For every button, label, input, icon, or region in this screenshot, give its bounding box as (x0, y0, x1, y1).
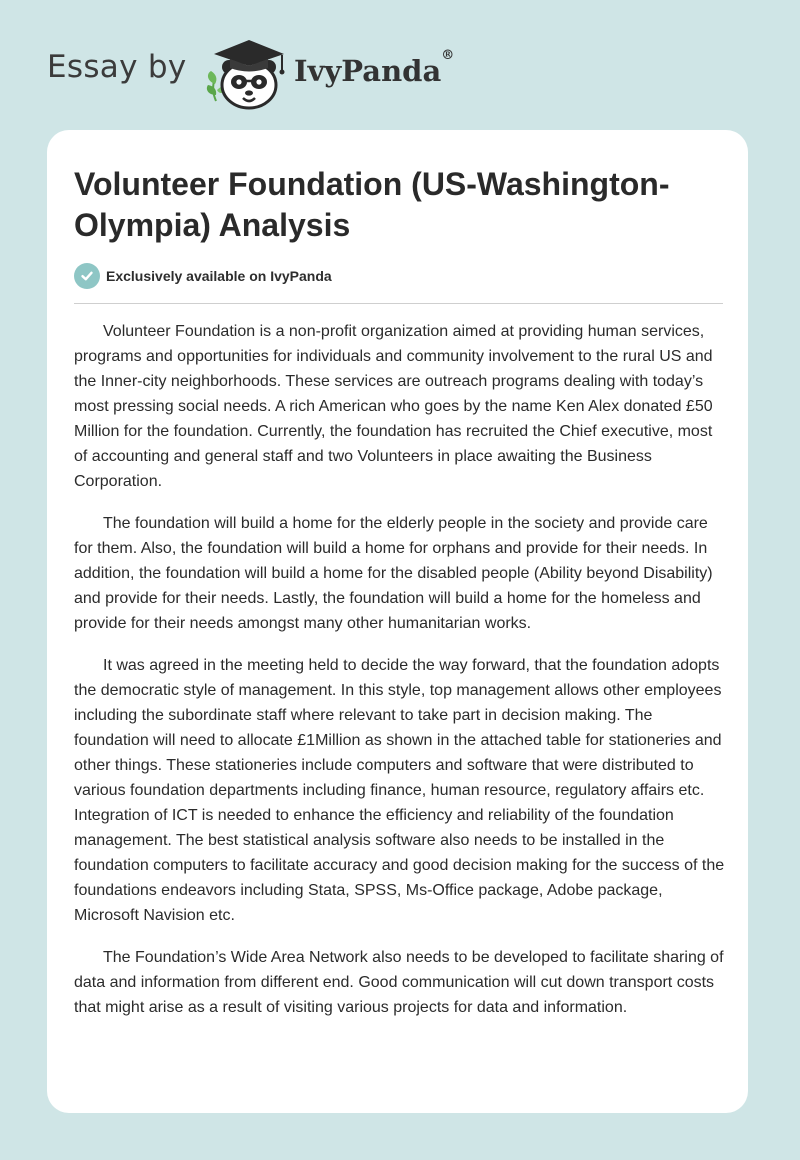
site-header (47, 34, 547, 114)
paragraph: The foundation will build a home for the elderly people in the society and provide care for them. Also, the foundation will build a home for orphans and provide for their needs. In addition, the foundation will build a home for the disabled people (Ability beyond Disability) and provide for their needs. Lastly, the foundation will build a home for the homeless and provide for their needs amongst many other humanitarian works. (74, 515, 713, 632)
paragraph: It was agreed in the meeting held to decide the way forward, that the foundation adopts the democratic style of management. In this style, top management allows other employees including the subordinate staff where relevant to take part in decision making. The foundation will need to allocate £1Million as shown in the attached table for stationeries and other things. These stationeries include computers and software that were distributed to various foundation departments including finance, human resource, regulatory affairs etc. Integration of ICT is needed to enhance the efficiency and reliability of the foundation management. The best statistical analysis software also needs to be installed in the foundation computers to facilitate accuracy and good decision making for the success of the foundations endeavors including Stata, SPSS, Ms-Office package, Adobe package, Microsoft Navision etc. (74, 657, 725, 924)
paragraph: Volunteer Foundation is a non-profit organization aimed at providing human services, programs and opportunities for individuals and community involvement to the rural US and the Inner-city neighborhoods. These services are outreach programs dealing with today’s most pressing social needs. A rich American who goes by the name Ken Alex donated £50 Million for the foundation. Currently, the foundation has recruited the Chief executive, most of accounting and general staff and two Volunteers in place awaiting the Business Corporation. (74, 323, 713, 490)
brand-name[interactable] (294, 48, 455, 88)
paragraph: The Foundation’s Wide Area Network also needs to be developed to facilitate sharing of data and information from different end. Good communication will cut down transport costs that might arise as a result of visiting various projects for data and information. (74, 949, 724, 1016)
brand-label: IvyPanda (294, 54, 442, 88)
panda-logo-icon[interactable] (202, 34, 292, 110)
article-body (74, 319, 726, 1037)
trademark-symbol: ® (441, 48, 455, 63)
exclusive-badge (74, 263, 332, 289)
essay-by-label: Essay by (47, 49, 187, 85)
page-title: Volunteer Foundation (US-Washington-Olympia) Analysis (74, 166, 670, 243)
article-card (47, 130, 748, 1113)
exclusive-label: Exclusively available on IvyPanda (106, 268, 332, 284)
divider (74, 303, 723, 304)
check-icon (74, 263, 100, 289)
